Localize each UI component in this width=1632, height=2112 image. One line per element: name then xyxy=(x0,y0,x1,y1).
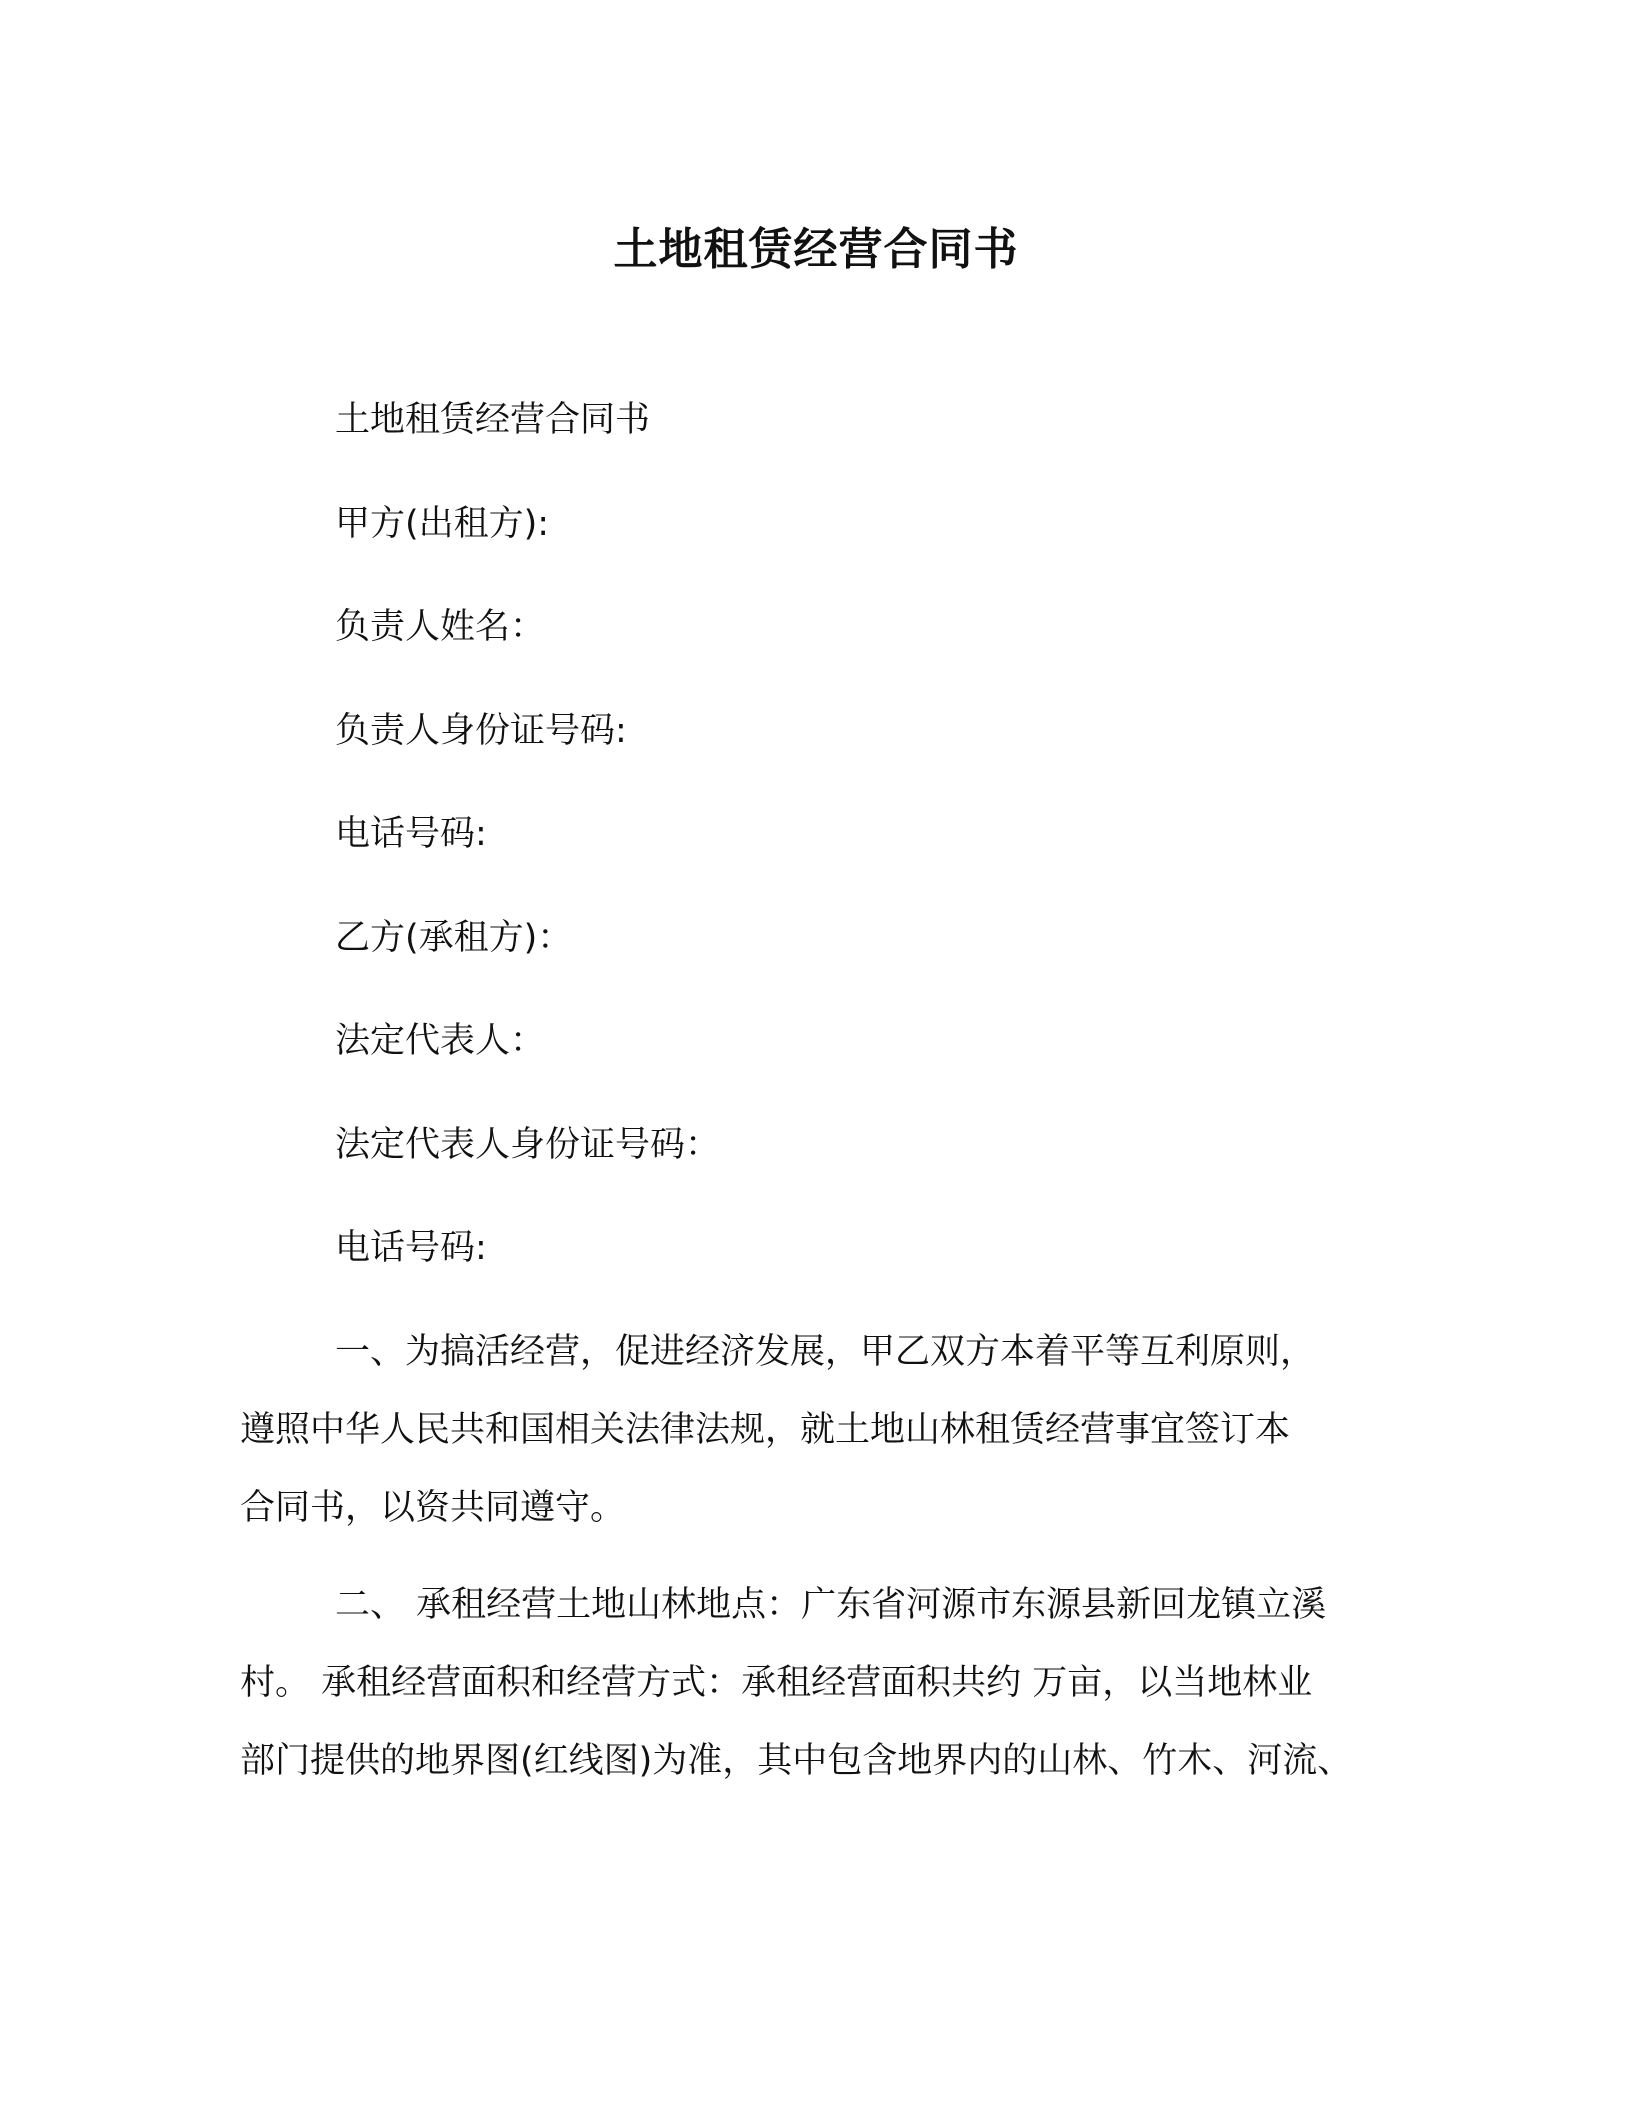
clause-2-line-2: 村。 承租经营面积和经营方式：承租经营面积共约 万亩，以当地林业 xyxy=(240,1663,1313,1703)
clause-1-line-1: 一、为搞活经营，促进经济发展，甲乙双方本着平等互利原则， xyxy=(335,1332,1316,1372)
clause-1-paragraph xyxy=(240,1313,1410,1547)
clause-2-line-1: 二、 承租经营土地山林地点：广东省河源市东源县新回龙镇立溪 xyxy=(335,1585,1327,1625)
party-a-responsible-name-label: 负责人姓名： xyxy=(335,607,546,647)
party-b-legal-rep-id-label: 法定代表人身份证号码： xyxy=(335,1125,721,1165)
clause-1-line-3: 合同书，以资共同遵守。 xyxy=(240,1488,626,1528)
party-b-legal-rep-label: 法定代表人： xyxy=(335,1021,546,1061)
party-b-label: 乙方(承租方)： xyxy=(335,918,573,958)
party-b-phone-label: 电话号码: xyxy=(335,1228,487,1268)
clause-2-line-3: 部门提供的地界图(红线图)为准，其中包含地界内的山林、竹木、河流、 xyxy=(240,1741,1353,1781)
party-a-label: 甲方(出租方): xyxy=(335,504,550,544)
clause-1-line-2: 遵照中华人民共和国相关法律法规，就土地山林租赁经营事宜签订本 xyxy=(240,1410,1291,1450)
document-title: 土地租赁经营合同书 xyxy=(613,224,1019,275)
document-subtitle: 土地租赁经营合同书 xyxy=(335,400,651,440)
clause-2-paragraph xyxy=(240,1566,1410,1800)
party-a-id-number-label: 负责人身份证号码: xyxy=(335,711,627,751)
party-a-phone-label: 电话号码: xyxy=(335,814,487,854)
